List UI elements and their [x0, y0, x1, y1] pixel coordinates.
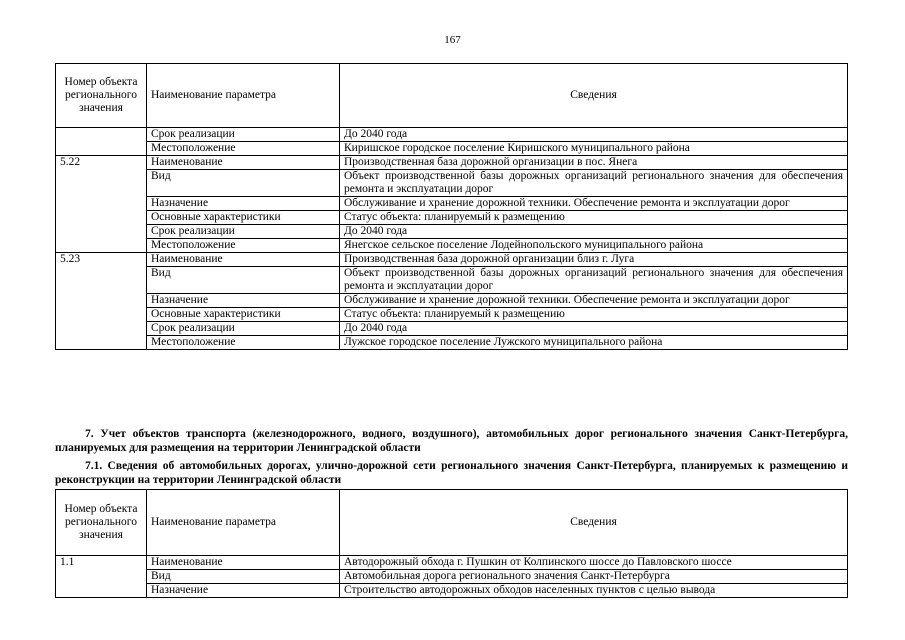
table-row [56, 239, 848, 253]
param-cell: Назначение [147, 294, 340, 308]
table-row [56, 294, 848, 308]
header-object-number: Номер объекта регионального значения [56, 64, 147, 128]
value-cell: Автодорожный обхода г. Пушкин от Колпинского шоссе до Павловского шоссе [340, 556, 848, 570]
param-cell: Местоположение [147, 336, 340, 350]
value-cell: Объект производственной базы дорожных организаций регионального значения для обеспечения ремонта и эксплуатации дорог [340, 170, 848, 197]
value-cell: Статус объекта: планируемый к размещению [340, 211, 848, 225]
header-object-number: Номер объекта регионального значения [56, 490, 147, 556]
section-7-1-heading: 7.1. Сведения об автомобильных дорогах, улично-дорожной сети регионального значения Санкт-Петербурга, планируемых к размещению и реконструкции на территории Ленинградской области [55, 460, 848, 486]
table-row [56, 170, 848, 197]
table-row [56, 267, 848, 294]
header-details: Сведения [340, 64, 848, 128]
param-cell: Вид [147, 170, 340, 197]
objects-table-1 [55, 63, 848, 350]
table-row [56, 156, 848, 170]
param-cell: Вид [147, 570, 340, 584]
value-cell: Статус объекта: планируемый к размещению [340, 308, 848, 322]
table-row [56, 225, 848, 239]
objects-table-2 [55, 489, 848, 598]
table-row [56, 128, 848, 142]
table-row [56, 570, 848, 584]
param-cell: Назначение [147, 197, 340, 211]
param-cell: Основные характеристики [147, 211, 340, 225]
table-row [56, 197, 848, 211]
table-header-row [56, 490, 848, 556]
table-row [56, 253, 848, 267]
param-cell: Назначение [147, 584, 340, 598]
header-parameter-name: Наименование параметра [147, 64, 340, 128]
param-cell: Основные характеристики [147, 308, 340, 322]
param-cell: Наименование [147, 556, 340, 570]
header-details: Сведения [340, 490, 848, 556]
param-cell: Наименование [147, 156, 340, 170]
table-row [56, 584, 848, 598]
table-row [56, 336, 848, 350]
param-cell: Местоположение [147, 239, 340, 253]
param-cell: Срок реализации [147, 128, 340, 142]
value-cell: Объект производственной базы дорожных организаций регионального значения для обеспечения ремонта и эксплуатации дорог [340, 267, 848, 294]
value-cell: Киришское городское поселение Киришского муниципального района [340, 142, 848, 156]
section-7-heading: 7. Учет объектов транспорта (железнодорожного, водного, воздушного), автомобильных дорог регионального значения Санкт-Петербурга, планируемых для размещения на территории Ленинградской области [55, 428, 848, 454]
param-cell: Наименование [147, 253, 340, 267]
value-cell: Производственная база дорожной организации в пос. Янега [340, 156, 848, 170]
value-cell: Лужское городское поселение Лужского муниципального района [340, 336, 848, 350]
value-cell: До 2040 года [340, 322, 848, 336]
table-row [56, 142, 848, 156]
object-number-cell [56, 128, 147, 156]
object-number-cell: 1.1 [56, 556, 147, 598]
value-cell: Янегское сельское поселение Лодейнопольского муниципального района [340, 239, 848, 253]
table-row [56, 556, 848, 570]
value-cell: До 2040 года [340, 225, 848, 239]
value-cell: До 2040 года [340, 128, 848, 142]
object-number-cell: 5.22 [56, 156, 147, 253]
value-cell: Обслуживание и хранение дорожной техники. Обеспечение ремонта и эксплуатации дорог [340, 197, 848, 211]
value-cell: Производственная база дорожной организации близ г. Луга [340, 253, 848, 267]
param-cell: Срок реализации [147, 225, 340, 239]
param-cell: Местоположение [147, 142, 340, 156]
table-row [56, 322, 848, 336]
header-parameter-name: Наименование параметра [147, 490, 340, 556]
param-cell: Срок реализации [147, 322, 340, 336]
table-row [56, 211, 848, 225]
table-header-row [56, 64, 848, 128]
param-cell: Вид [147, 267, 340, 294]
value-cell: Обслуживание и хранение дорожной техники. Обеспечение ремонта и эксплуатации дорог [340, 294, 848, 308]
value-cell: Строительство автодорожных обходов населенных пунктов с целью вывода [340, 584, 848, 598]
table-row [56, 308, 848, 322]
value-cell: Автомобильная дорога регионального значения Санкт-Петербурга [340, 570, 848, 584]
page-number: 167 [444, 34, 461, 46]
object-number-cell: 5.23 [56, 253, 147, 350]
